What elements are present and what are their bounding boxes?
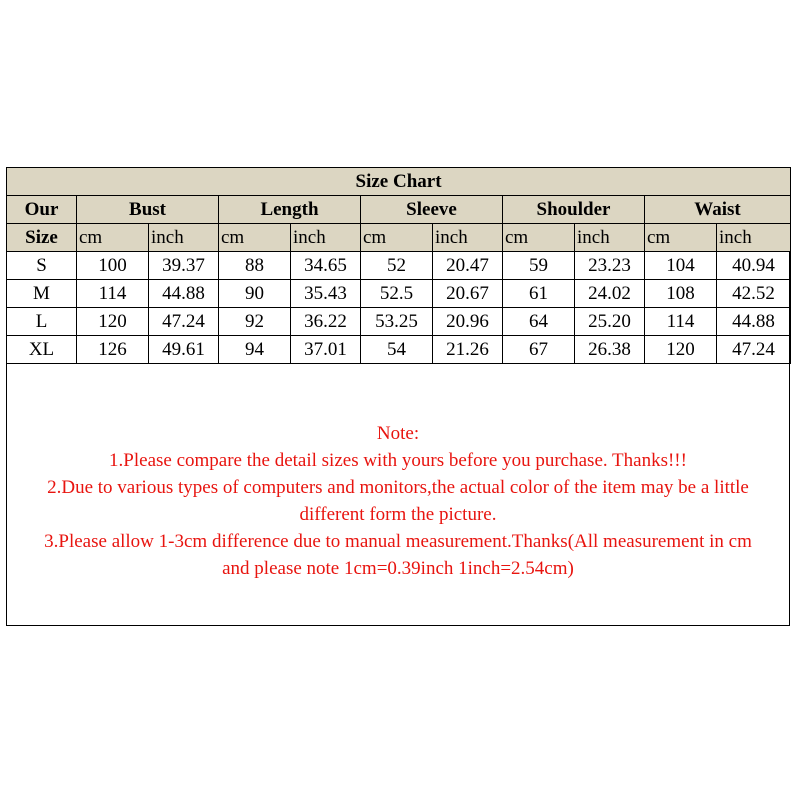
note-line: 2.Due to various types of computers and monitors,the actual color of the item may be a little: [47, 477, 749, 498]
header-shoulder: Shoulder: [503, 196, 645, 224]
size-header-top: Our: [7, 196, 77, 224]
table-cell: 114: [77, 280, 149, 308]
table-row: [7, 336, 791, 364]
table-cell: 44.88: [717, 308, 791, 336]
table-cell: 108: [645, 280, 717, 308]
table-cell: 34.65: [291, 252, 361, 280]
table-cell: 47.24: [149, 308, 219, 336]
note-line: and please note 1cm=0.39inch 1inch=2.54cm): [222, 558, 574, 579]
table-cell: 120: [645, 336, 717, 364]
header-length: Length: [219, 196, 361, 224]
table-title: Size Chart: [7, 168, 791, 196]
table-row: [7, 280, 791, 308]
table-row: [7, 308, 791, 336]
table-cell: 40.94: [717, 252, 791, 280]
unit-cm: cm: [503, 224, 575, 252]
table-cell: 114: [645, 308, 717, 336]
table-cell: 59: [503, 252, 575, 280]
table-row: [7, 252, 791, 280]
size-chart-table: [6, 167, 791, 364]
table-cell: 42.52: [717, 280, 791, 308]
table-cell: 20.47: [433, 252, 503, 280]
table-cell: 52: [361, 252, 433, 280]
table-cell: 53.25: [361, 308, 433, 336]
unit-cm: cm: [645, 224, 717, 252]
table-cell: 21.26: [433, 336, 503, 364]
table-cell: 39.37: [149, 252, 219, 280]
notes-block: [7, 420, 789, 582]
table-cell: 92: [219, 308, 291, 336]
unit-inch: inch: [291, 224, 361, 252]
table-cell: 67: [503, 336, 575, 364]
table-cell: 52.5: [361, 280, 433, 308]
unit-inch: inch: [149, 224, 219, 252]
unit-header-row: [7, 224, 791, 252]
table-cell: 126: [77, 336, 149, 364]
note-line: 1.Please compare the detail sizes with yours before you purchase. Thanks!!!: [109, 450, 687, 471]
unit-cm: cm: [219, 224, 291, 252]
table-cell: 20.67: [433, 280, 503, 308]
note-line: different form the picture.: [299, 504, 497, 525]
table-cell: 37.01: [291, 336, 361, 364]
table-cell: 23.23: [575, 252, 645, 280]
table-cell: 49.61: [149, 336, 219, 364]
table-cell: 47.24: [717, 336, 791, 364]
table-cell: 54: [361, 336, 433, 364]
title-row: [7, 168, 791, 196]
unit-inch: inch: [717, 224, 791, 252]
unit-inch: inch: [575, 224, 645, 252]
table-cell: 35.43: [291, 280, 361, 308]
table-cell: 100: [77, 252, 149, 280]
table-cell: 44.88: [149, 280, 219, 308]
table-cell: 94: [219, 336, 291, 364]
table-cell: 26.38: [575, 336, 645, 364]
size-label: M: [7, 280, 77, 308]
table-cell: 24.02: [575, 280, 645, 308]
header-sleeve: Sleeve: [361, 196, 503, 224]
table-cell: 20.96: [433, 308, 503, 336]
size-label: L: [7, 308, 77, 336]
table-cell: 36.22: [291, 308, 361, 336]
table-cell: 61: [503, 280, 575, 308]
size-label: S: [7, 252, 77, 280]
unit-inch: inch: [433, 224, 503, 252]
header-waist: Waist: [645, 196, 791, 224]
unit-cm: cm: [77, 224, 149, 252]
note-line: 3.Please allow 1-3cm difference due to manual measurement.Thanks(All measurement in cm: [44, 531, 752, 552]
size-label: XL: [7, 336, 77, 364]
size-header-bottom: Size: [7, 224, 77, 252]
table-cell: 88: [219, 252, 291, 280]
table-cell: 25.20: [575, 308, 645, 336]
measure-header-row: [7, 196, 791, 224]
table-cell: 104: [645, 252, 717, 280]
note-heading: Note:: [376, 423, 420, 444]
unit-cm: cm: [361, 224, 433, 252]
table-cell: 64: [503, 308, 575, 336]
header-bust: Bust: [77, 196, 219, 224]
table-cell: 90: [219, 280, 291, 308]
table-cell: 120: [77, 308, 149, 336]
